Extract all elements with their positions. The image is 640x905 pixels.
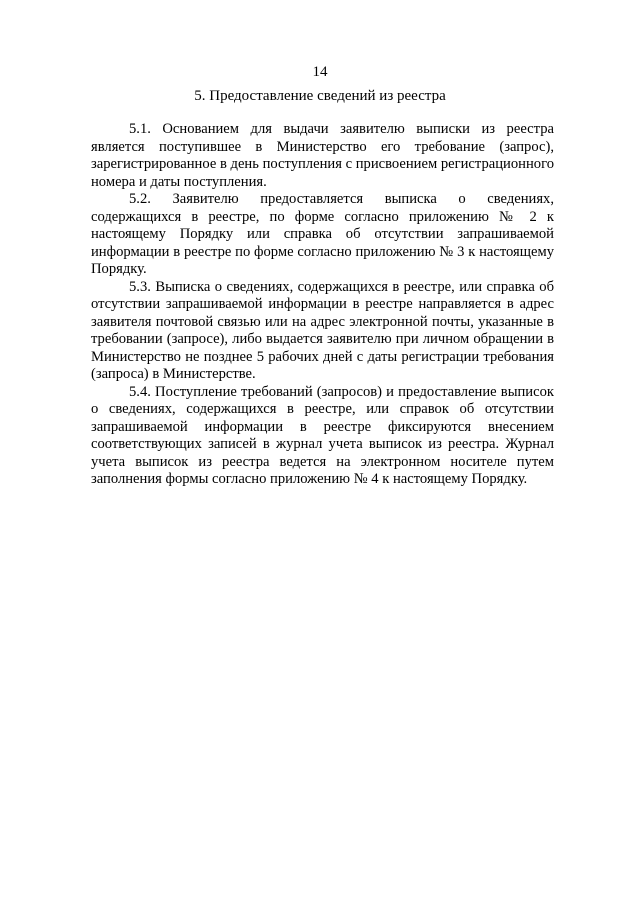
section-body	[91, 121, 554, 489]
paragraph-5-1: 5.1. Основанием для выдачи заявителю выписки из реестра является поступившее в Министерство его требование (запрос), зарегистрированное в день поступления с присвоением регистрационного номера и даты поступления.	[91, 121, 554, 190]
page-number: 14	[312, 64, 328, 80]
paragraph-5-3: 5.3. Выписка о сведениях, содержащихся в реестре, или справка об отсутствии запрашиваемой информации в реестре направляется в адрес заявителя почтовой связью или на адрес электронной почты, указанные в требовании (запросе), либо выдается заявителю при личном обращении в Министерство не позднее 5 рабочих дней с даты регистрации требования (запроса) в Министерстве.	[91, 278, 554, 382]
paragraph-5-4: 5.4. Поступление требований (запросов) и предоставление выписок о сведениях, содержащихся в реестре, или справок об отсутствии запрашиваемой информации в реестре фиксируются внесением соответствующих записей в журнал учета выписок из реестра. Журнал учета выписок из реестра ведется на электронном носителе путем заполнения формы согласно приложению № 4 к настоящему Порядку.	[91, 383, 554, 487]
section-title: 5. Предоставление сведений из реестра	[194, 88, 446, 104]
paragraph-5-2: 5.2. Заявителю предоставляется выписка о сведениях, содержащихся в реестре, по форме согласно приложению № 2 к настоящему Порядку или справка об отсутствии запрашиваемой информации в реестре по форме согласно приложению № 3 к настоящему Порядку.	[91, 191, 554, 277]
